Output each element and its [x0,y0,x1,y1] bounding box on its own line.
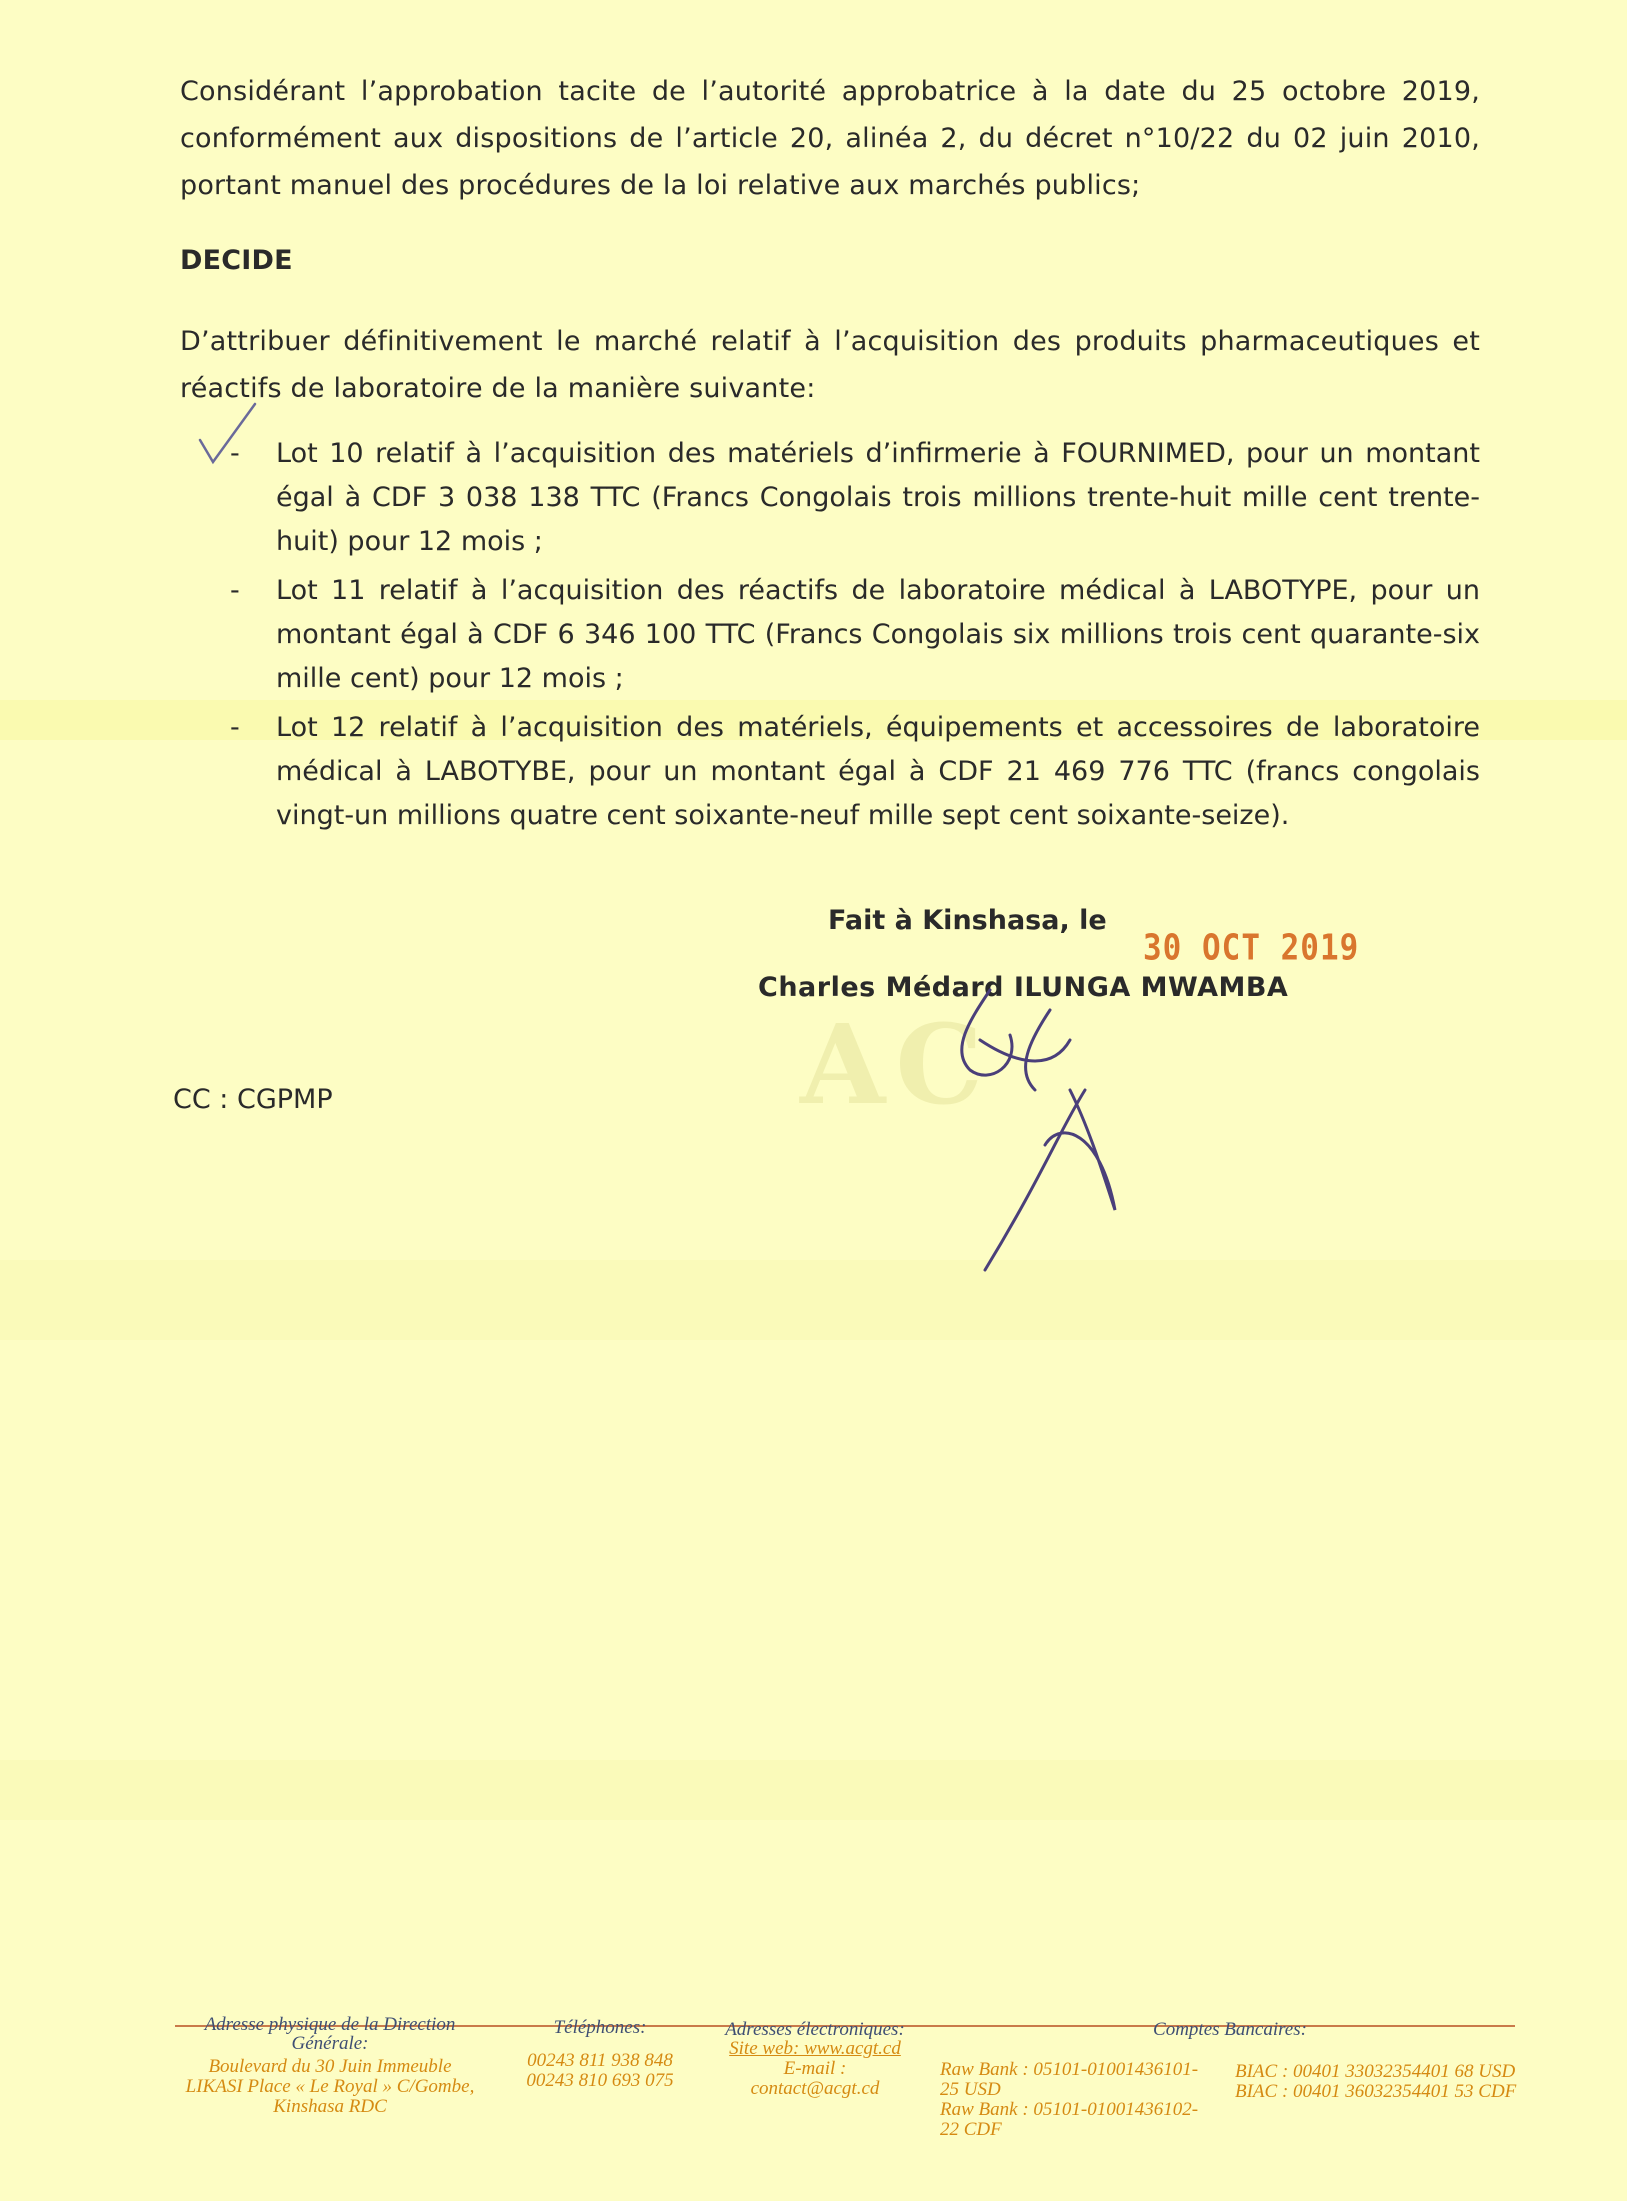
lot-text: Lot 11 relatif à l’acquisition des réactifs de laboratoire médical à LABOTYPE, pour un montant égal à CDF 6 346 100 TTC (Francs Congolais six millions trois cent quarante-six mille cent) pour 12 mois ; [276,575,1480,694]
date-stamp: 30 OCT 2019 [1143,927,1360,969]
rawbank-cdf: Raw Bank : 05101-01001436102-22 CDF [940,2099,1199,2140]
phone-2: 00243 810 693 075 [526,2070,674,2091]
bullet-dash: - [230,438,240,469]
phone-1: 00243 811 938 848 [527,2050,673,2071]
list-item [180,569,1480,701]
biac-accounts: BIAC : 00401 33032354401 68 USD BIAC : 00401 36032354401 53 CDF [1235,2061,1517,2102]
list-item [180,706,1480,838]
place-date-line: Fait à Kinshasa, le [828,905,1107,936]
address-heading: Adresse physique de la Direction Générale: [204,2014,456,2054]
handwritten-signature [940,980,1130,1300]
lot-list [180,432,1480,843]
bullet-dash: - [230,575,240,606]
list-item [180,432,1480,564]
scan-band [0,1760,1627,1820]
footer-emails [700,2020,930,2099]
footer-phones [525,2018,675,2091]
email-link[interactable]: contact@acgt.cd [750,2078,880,2099]
footer-accounts-heading-wrap [1120,2020,1340,2039]
lot-text: Lot 12 relatif à l’acquisition des matériels, équipements et accessoires de laboratoire médical à LABOTYBE, pour un montant égal à CDF 21 469 776 TTC (francs congolais vingt-un millions quatre cent soixante-neuf mille sept cent soixante-seize). [276,712,1480,831]
carbon-copy-line: CC : CGPMP [173,1084,333,1115]
rawbank-usd: Raw Bank : 05101-01001436101-25 USD [940,2059,1199,2100]
email-label: E-mail : [783,2058,847,2079]
attribution-paragraph: D’attribuer définitivement le marché relatif à l’acquisition des produits pharmaceutiques et réactifs de laboratoire de la manière suivante: [180,326,1480,404]
footer-rawbank [940,2060,1210,2140]
footer-address [180,2015,480,2117]
lot-text: Lot 10 relatif à l’acquisition des matériels d’infirmerie à FOURNIMED, pour un montant égal à CDF 3 038 138 TTC (Francs Congolais trois millions trente-huit mille cent trente-huit) pour 12 mois ; [276,438,1480,557]
footer-biac [1235,2062,1535,2102]
decide-heading: DECIDE [180,245,293,276]
bullet-dash: - [230,712,240,743]
intro-paragraph: Considérant l’approbation tacite de l’autorité approbatrice à la date du 25 octobre 2019, conformément aux dispositions de l’article 20, alinéa 2, du décret n°10/22 du 02 juin 2010, portant manuel des procédures de la loi relative aux marchés publics; [180,76,1480,201]
signer-name: Charles Médard ILUNGA MWAMBA [758,972,1289,1003]
address-value: Boulevard du 30 Juin Immeuble LIKASI Place « Le Royal » C/Gombe, Kinshasa RDC [185,2056,475,2117]
accounts-heading: Comptes Bancaires: [1153,2019,1307,2040]
scan-band [0,1260,1627,1340]
phone-heading: Téléphones: [553,2017,647,2038]
faint-watermark-logo: AC [800,1000,993,1129]
website-link[interactable]: Site web: www.acgt.cd [729,2038,901,2059]
email-heading: Adresses électroniques: [725,2019,905,2040]
